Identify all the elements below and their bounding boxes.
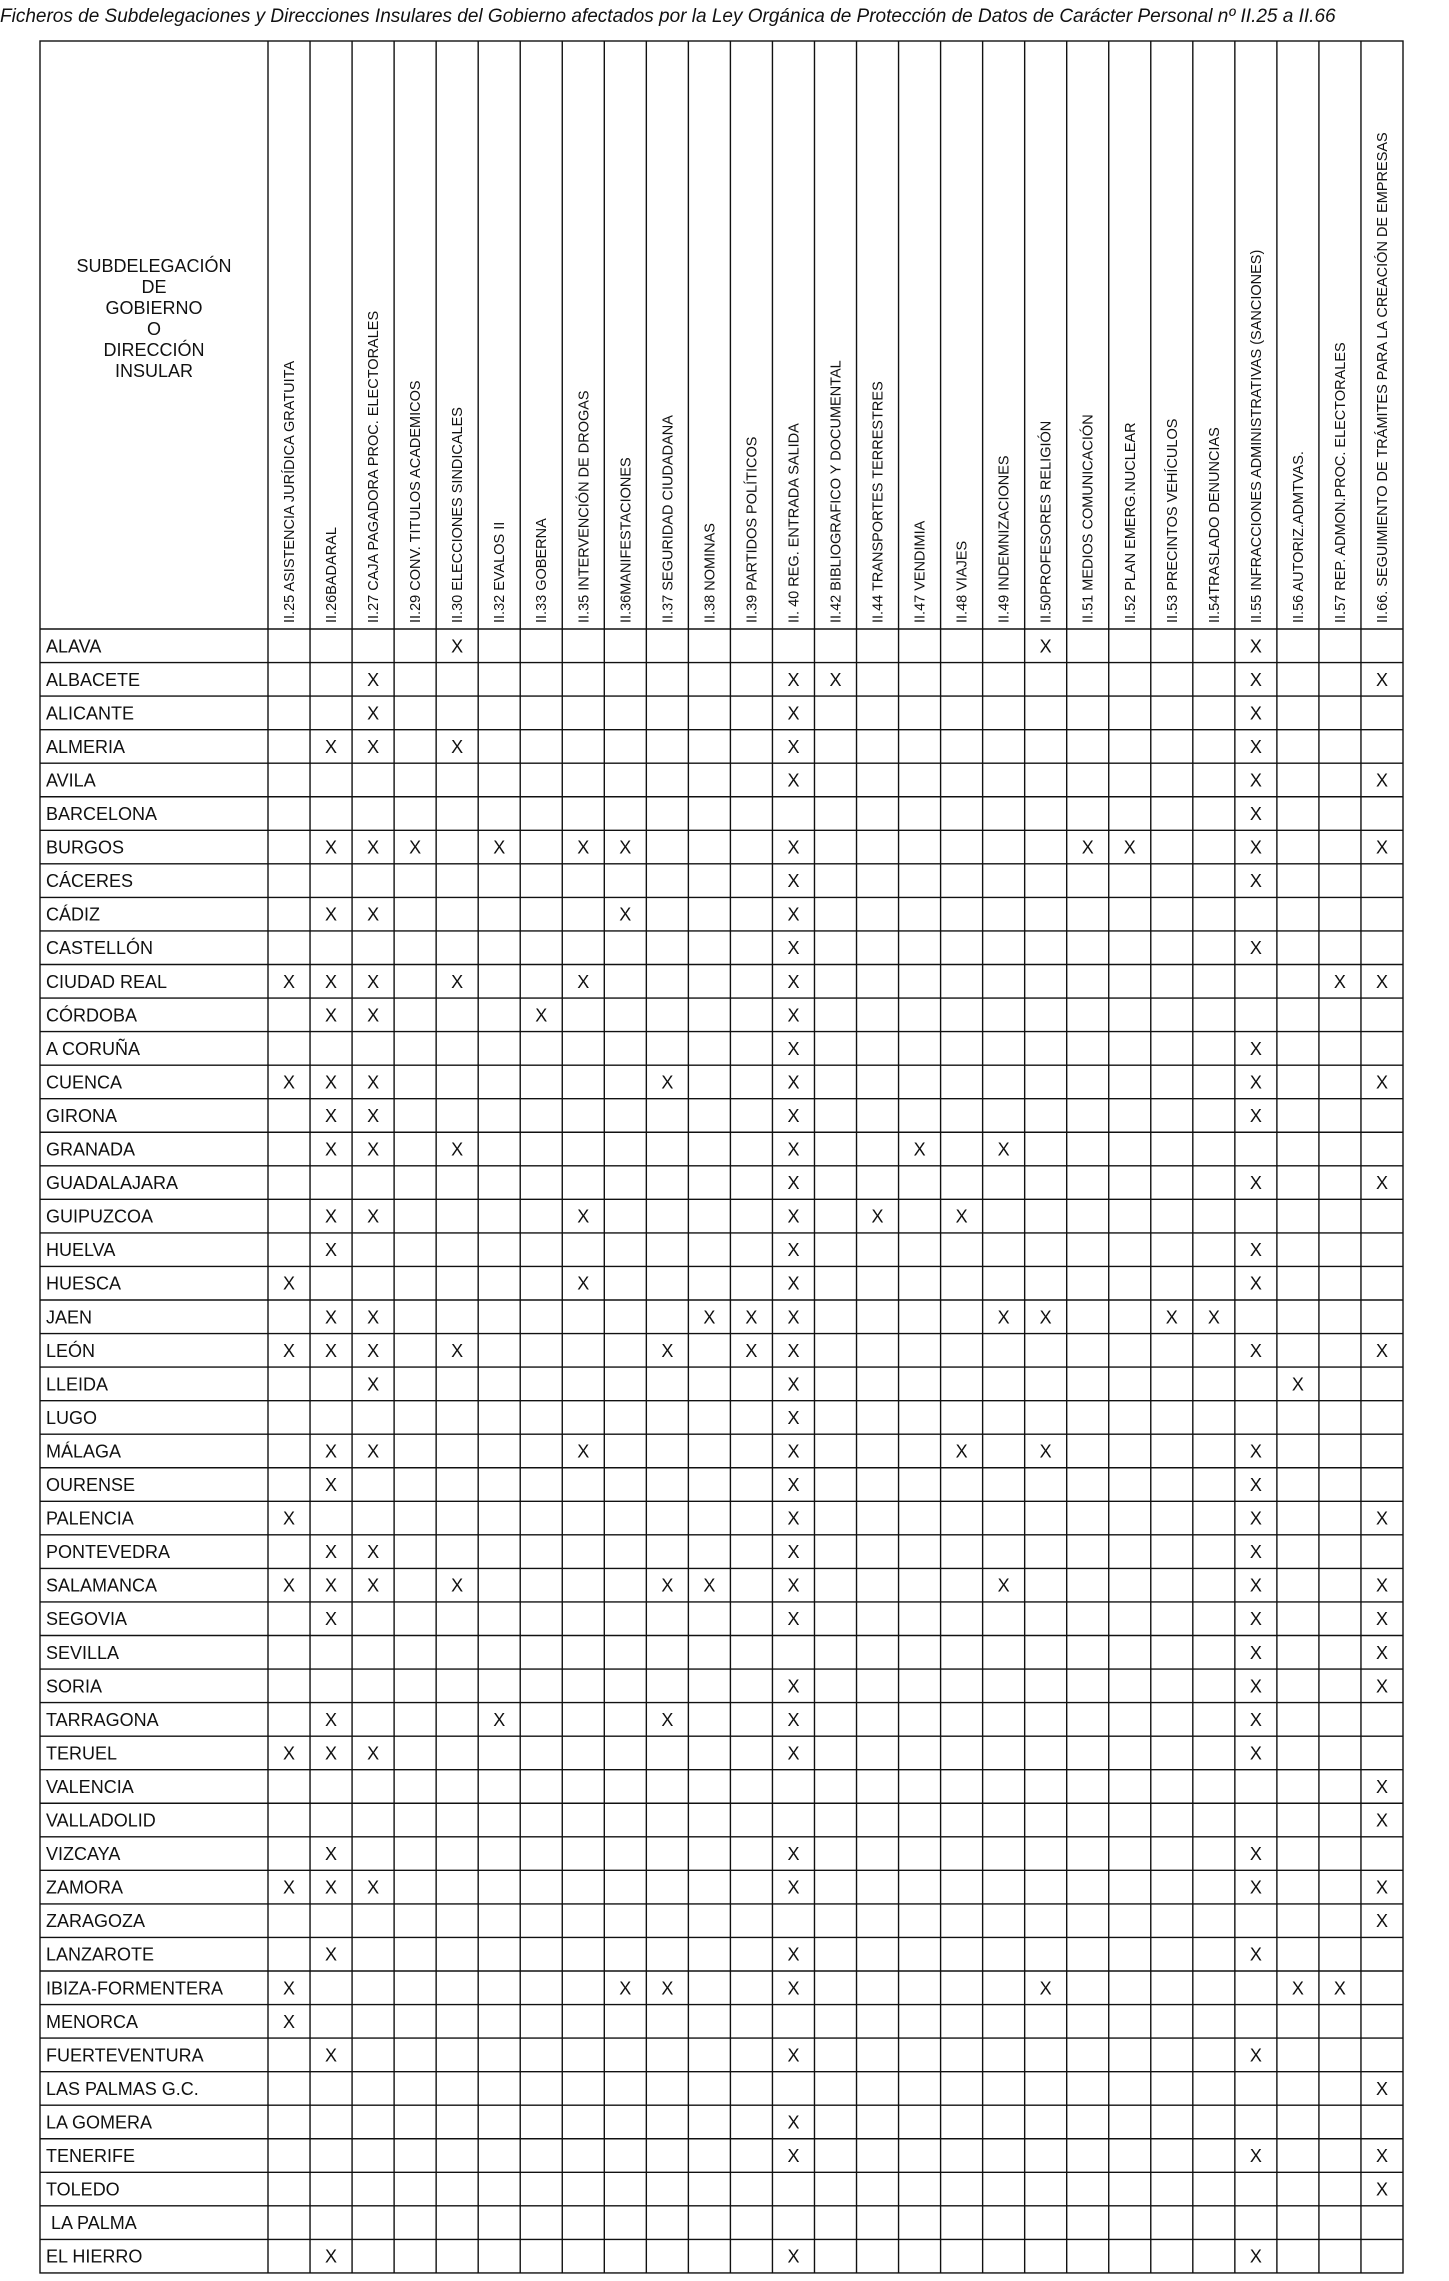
row-label: LLEIDA	[46, 1374, 109, 1395]
x-mark: X	[787, 1844, 800, 1865]
x-mark: X	[1249, 938, 1262, 959]
row-label: CÁDIZ	[46, 904, 100, 925]
x-mark: X	[325, 904, 338, 925]
x-mark: X	[1249, 1475, 1262, 1496]
x-mark: X	[577, 1206, 590, 1227]
x-mark: X	[1249, 736, 1262, 757]
row-label: TENERIFE	[46, 2146, 136, 2167]
x-mark: X	[661, 1709, 674, 1730]
column-header: II.37 SEGURIDAD CIUDADANA	[660, 415, 677, 623]
x-mark: X	[1375, 1072, 1388, 1093]
row-label: GIRONA	[46, 1105, 118, 1126]
row-label: ALICANTE	[46, 703, 135, 724]
x-mark: X	[619, 904, 632, 925]
row-label: CÁCERES	[46, 871, 134, 892]
x-mark: X	[367, 1441, 380, 1462]
column-header: II.55 INFRACCIONES ADMINISTRATIVAS (SANCIONES)	[1248, 249, 1265, 623]
row-label: PONTEVEDRA	[46, 1542, 171, 1563]
x-mark: X	[703, 1575, 716, 1596]
x-mark: X	[1375, 1173, 1388, 1194]
x-mark: X	[787, 904, 800, 925]
x-mark: X	[1375, 1776, 1388, 1797]
column-header: II.50PROFESORES RELIGIÓN	[1038, 420, 1055, 623]
x-mark: X	[1039, 1307, 1052, 1328]
x-mark: X	[325, 1340, 338, 1361]
x-mark: X	[787, 1676, 800, 1697]
x-mark: X	[787, 871, 800, 892]
x-mark: X	[1249, 1944, 1262, 1965]
x-mark: X	[955, 1441, 968, 1462]
x-mark: X	[1249, 1441, 1262, 1462]
x-mark: X	[1249, 2246, 1262, 2267]
corner-header-line: DIRECCIÓN	[103, 340, 205, 360]
x-mark: X	[1207, 1307, 1220, 1328]
x-mark: X	[325, 1609, 338, 1630]
x-mark: X	[493, 837, 506, 858]
column-header: II.39 PARTIDOS POLÍTICOS	[744, 436, 761, 623]
x-mark: X	[787, 1374, 800, 1395]
row-label: A CORUÑA	[46, 1038, 141, 1059]
x-mark: X	[703, 1307, 716, 1328]
row-label: LEÓN	[46, 1340, 96, 1361]
x-mark: X	[325, 736, 338, 757]
column-header: II.32 EVALOS II	[492, 521, 509, 623]
x-mark: X	[661, 1978, 674, 1999]
row-label: FUERTEVENTURA	[46, 2045, 204, 2066]
row-label: AVILA	[46, 770, 96, 791]
x-mark: X	[451, 1575, 464, 1596]
column-header: II.29 CONV. TITULOS ACADEMICOS	[408, 380, 425, 623]
x-mark: X	[787, 837, 800, 858]
x-mark: X	[577, 971, 590, 992]
x-mark: X	[787, 1105, 800, 1126]
x-mark: X	[787, 1609, 800, 1630]
row-label: GUIPUZCOA	[46, 1206, 154, 1227]
column-header: II.53 PRECINTOS VEHÍCULOS	[1164, 418, 1181, 623]
x-mark: X	[787, 1743, 800, 1764]
x-mark: X	[367, 669, 380, 690]
x-mark: X	[1375, 669, 1388, 690]
x-mark: X	[325, 837, 338, 858]
row-label: ALAVA	[46, 636, 102, 657]
column-header: II.25 ASISTENCIA JURÍDICA GRATUITA	[282, 360, 299, 623]
x-mark: X	[1249, 1642, 1262, 1663]
x-mark: X	[367, 1206, 380, 1227]
x-mark: X	[1249, 1575, 1262, 1596]
x-mark: X	[1249, 1273, 1262, 1294]
row-label: OURENSE	[46, 1475, 136, 1496]
x-mark: X	[325, 1877, 338, 1898]
x-mark: X	[1249, 703, 1262, 724]
x-mark: X	[745, 1340, 758, 1361]
x-mark: X	[367, 1542, 380, 1563]
x-mark: X	[1081, 837, 1094, 858]
row-label: TERUEL	[46, 1743, 118, 1764]
x-mark: X	[325, 1944, 338, 1965]
x-mark: X	[1249, 1508, 1262, 1529]
x-mark: X	[451, 971, 464, 992]
x-mark: X	[787, 1072, 800, 1093]
row-label: MÁLAGA	[46, 1441, 122, 1462]
x-mark: X	[787, 2045, 800, 2066]
row-label: VALLADOLID	[46, 1810, 156, 1831]
x-mark: X	[1291, 1978, 1304, 1999]
x-mark: X	[367, 1374, 380, 1395]
x-mark: X	[367, 1877, 380, 1898]
x-mark: X	[787, 1575, 800, 1596]
x-mark: X	[367, 837, 380, 858]
row-label: SEGOVIA	[46, 1609, 128, 1630]
column-header: II.66. SEGUIMIENTO DE TRÁMITES PARA LA CREACIÓN DE EMPRESAS	[1374, 132, 1391, 623]
row-label: GRANADA	[46, 1139, 136, 1160]
column-header: II.54TRASLADO DENUNCIAS	[1206, 427, 1223, 623]
row-label: TARRAGONA	[46, 1709, 159, 1730]
x-mark: X	[325, 1743, 338, 1764]
row-label: TOLEDO	[46, 2179, 120, 2200]
x-mark: X	[787, 1240, 800, 1261]
x-mark: X	[1249, 1173, 1262, 1194]
row-label: GUADALAJARA	[46, 1173, 179, 1194]
x-mark: X	[1375, 1609, 1388, 1630]
x-mark: X	[325, 971, 338, 992]
x-mark: X	[787, 1273, 800, 1294]
x-mark: X	[1249, 2045, 1262, 2066]
x-mark: X	[1249, 1743, 1262, 1764]
x-mark: X	[1375, 2078, 1388, 2099]
x-mark: X	[1375, 1877, 1388, 1898]
row-label: LA GOMERA	[46, 2112, 153, 2133]
x-mark: X	[367, 1072, 380, 1093]
x-mark: X	[745, 1307, 758, 1328]
x-mark: X	[1249, 1240, 1262, 1261]
column-header: II.51 MEDIOS COMUNICACIÓN	[1080, 414, 1097, 623]
x-mark: X	[787, 1441, 800, 1462]
x-mark: X	[661, 1575, 674, 1596]
x-mark: X	[787, 669, 800, 690]
x-mark: X	[1249, 1844, 1262, 1865]
x-mark: X	[577, 1273, 590, 1294]
x-mark: X	[1249, 1676, 1262, 1697]
x-mark: X	[577, 837, 590, 858]
x-mark: X	[1249, 804, 1262, 825]
column-header: II.48 VIAJES	[954, 540, 971, 623]
x-mark: X	[367, 904, 380, 925]
x-mark: X	[787, 770, 800, 791]
row-label: SEVILLA	[46, 1642, 120, 1663]
x-mark: X	[1249, 1542, 1262, 1563]
x-mark: X	[283, 1340, 296, 1361]
x-mark: X	[1375, 1340, 1388, 1361]
x-mark: X	[1333, 971, 1346, 992]
x-mark: X	[619, 1978, 632, 1999]
x-mark: X	[325, 1844, 338, 1865]
column-header: II.57 REP. ADMON.PROC. ELECTORALES	[1332, 342, 1349, 623]
x-mark: X	[997, 1307, 1010, 1328]
x-mark: X	[787, 1206, 800, 1227]
row-label: LAS PALMAS G.C.	[46, 2078, 199, 2099]
x-mark: X	[871, 1206, 884, 1227]
row-label: CÓRDOBA	[46, 1005, 138, 1026]
x-mark: X	[1039, 636, 1052, 657]
column-header: II.42 BIBLIOGRAFICO Y DOCUMENTAL	[828, 360, 845, 623]
column-header: II.27 CAJA PAGADORA PROC. ELECTORALES	[366, 310, 383, 623]
row-label: SALAMANCA	[46, 1575, 158, 1596]
column-header: II.49 INDEMNIZACIONES	[996, 455, 1013, 623]
row-label: SORIA	[46, 1676, 103, 1697]
row-label: CASTELLÓN	[46, 938, 154, 959]
x-mark: X	[787, 1475, 800, 1496]
x-mark: X	[787, 1944, 800, 1965]
x-mark: X	[451, 1340, 464, 1361]
x-mark: X	[367, 736, 380, 757]
corner-header-line: O	[146, 319, 162, 339]
x-mark: X	[997, 1139, 1010, 1160]
x-mark: X	[283, 1743, 296, 1764]
x-mark: X	[367, 971, 380, 992]
column-header: II.30 ELECCIONES SINDICALES	[450, 407, 467, 623]
x-mark: X	[325, 1709, 338, 1730]
row-label: PALENCIA	[46, 1508, 134, 1529]
x-mark: X	[787, 2146, 800, 2167]
corner-header-line: GOBIERNO	[105, 298, 203, 318]
row-label: VALENCIA	[46, 1776, 134, 1797]
x-mark: X	[1249, 1609, 1262, 1630]
x-mark: X	[325, 2045, 338, 2066]
x-mark: X	[367, 1139, 380, 1160]
x-mark: X	[1249, 2146, 1262, 2167]
row-label: ALMERIA	[46, 736, 126, 757]
x-mark: X	[1375, 770, 1388, 791]
x-mark: X	[325, 1542, 338, 1563]
x-mark: X	[1039, 1978, 1052, 1999]
corner-header-line: INSULAR	[114, 361, 194, 381]
x-mark: X	[1333, 1978, 1346, 1999]
row-label: HUELVA	[46, 1240, 116, 1261]
x-mark: X	[367, 1743, 380, 1764]
column-header: II.44 TRANSPORTES TERRESTRES	[870, 381, 887, 623]
x-mark: X	[1375, 1508, 1388, 1529]
x-mark: X	[451, 636, 464, 657]
x-mark: X	[787, 2246, 800, 2267]
x-mark: X	[619, 837, 632, 858]
x-mark: X	[1249, 1709, 1262, 1730]
row-label: BARCELONA	[46, 804, 158, 825]
x-mark: X	[787, 703, 800, 724]
x-mark: X	[283, 1877, 296, 1898]
row-label: MENORCA	[46, 2011, 139, 2032]
x-mark: X	[325, 1005, 338, 1026]
x-mark: X	[325, 1240, 338, 1261]
x-mark: X	[325, 2246, 338, 2267]
x-mark: X	[283, 1978, 296, 1999]
row-label: LUGO	[46, 1407, 98, 1428]
x-mark: X	[451, 1139, 464, 1160]
x-mark: X	[1375, 971, 1388, 992]
column-header: II. 40 REG. ENTRADA SALIDA	[786, 423, 803, 623]
column-header: II.52 PLAN EMERG.NUCLEAR	[1122, 422, 1139, 623]
x-mark: X	[787, 1038, 800, 1059]
x-mark: X	[787, 1307, 800, 1328]
x-mark: X	[1375, 837, 1388, 858]
x-mark: X	[283, 1072, 296, 1093]
x-mark: X	[1249, 669, 1262, 690]
column-header: II.38 NOMINAS	[702, 523, 719, 623]
x-mark: X	[283, 971, 296, 992]
row-label: CUENCA	[46, 1072, 123, 1093]
x-mark: X	[367, 703, 380, 724]
x-mark: X	[1375, 1575, 1388, 1596]
x-mark: X	[409, 837, 422, 858]
x-mark: X	[1249, 770, 1262, 791]
x-mark: X	[787, 1508, 800, 1529]
x-mark: X	[787, 1139, 800, 1160]
x-mark: X	[1249, 837, 1262, 858]
row-label: LANZAROTE	[46, 1944, 155, 1965]
x-mark: X	[1249, 1038, 1262, 1059]
x-mark: X	[325, 1105, 338, 1126]
x-mark: X	[1375, 2179, 1388, 2200]
row-label: IBIZA-FORMENTERA	[46, 1978, 224, 1999]
x-mark: X	[787, 1407, 800, 1428]
x-mark: X	[955, 1206, 968, 1227]
x-mark: X	[1291, 1374, 1304, 1395]
table-border	[40, 41, 1403, 2273]
x-mark: X	[1123, 837, 1136, 858]
x-mark: X	[535, 1005, 548, 1026]
x-mark: X	[325, 1441, 338, 1462]
x-mark: X	[787, 736, 800, 757]
x-mark: X	[1249, 1105, 1262, 1126]
x-mark: X	[367, 1307, 380, 1328]
x-mark: X	[787, 1005, 800, 1026]
x-mark: X	[1249, 871, 1262, 892]
x-mark: X	[913, 1139, 926, 1160]
x-mark: X	[1249, 1877, 1262, 1898]
x-mark: X	[1375, 1676, 1388, 1697]
x-mark: X	[1375, 1810, 1388, 1831]
x-mark: X	[283, 1508, 296, 1529]
x-mark: X	[997, 1575, 1010, 1596]
x-mark: X	[325, 1475, 338, 1496]
column-header: II.47 VENDIMIA	[912, 520, 929, 623]
x-mark: X	[451, 736, 464, 757]
row-label: BURGOS	[46, 837, 125, 858]
x-mark: X	[283, 1575, 296, 1596]
column-header: II.26BADARAL	[324, 527, 341, 623]
column-header: II.35 INTERVENCIÓN DE DROGAS	[576, 390, 593, 623]
x-mark: X	[787, 1173, 800, 1194]
row-label: CIUDAD REAL	[46, 971, 168, 992]
x-mark: X	[787, 1877, 800, 1898]
row-label: ZARAGOZA	[46, 1911, 146, 1932]
x-mark: X	[661, 1072, 674, 1093]
document-title: Ficheros de Subdelegaciones y Direcciones Insulares del Gobierno afectados por la Ley Orgánica de Protección de Datos de Carácter Personal nº II.25 a II.66	[0, 6, 1336, 27]
x-mark: X	[325, 1139, 338, 1160]
x-mark: X	[1249, 636, 1262, 657]
x-mark: X	[367, 1105, 380, 1126]
x-mark: X	[325, 1575, 338, 1596]
x-mark: X	[787, 2112, 800, 2133]
x-mark: X	[787, 1340, 800, 1361]
x-mark: X	[367, 1575, 380, 1596]
x-mark: X	[787, 1542, 800, 1563]
row-label: LA PALMA	[46, 2213, 137, 2234]
row-label: HUESCA	[46, 1273, 122, 1294]
x-mark: X	[829, 669, 842, 690]
column-header: II.36MANIFESTACIONES	[618, 457, 635, 623]
x-mark: X	[493, 1709, 506, 1730]
x-mark: X	[661, 1340, 674, 1361]
x-mark: X	[1165, 1307, 1178, 1328]
corner-header-line: SUBDELEGACIÓN	[76, 256, 232, 276]
x-mark: X	[1249, 1340, 1262, 1361]
row-label: EL HIERRO	[46, 2246, 143, 2267]
x-mark: X	[1039, 1441, 1052, 1462]
x-mark: X	[283, 1273, 296, 1294]
x-mark: X	[367, 1340, 380, 1361]
x-mark: X	[1375, 1642, 1388, 1663]
x-mark: X	[787, 1709, 800, 1730]
x-mark: X	[325, 1206, 338, 1227]
x-mark: X	[283, 2011, 296, 2032]
x-mark: X	[787, 1978, 800, 1999]
x-mark: X	[367, 1005, 380, 1026]
x-mark: X	[325, 1072, 338, 1093]
x-mark: X	[1375, 2146, 1388, 2167]
row-label: ZAMORA	[46, 1877, 124, 1898]
row-label: JAEN	[46, 1307, 93, 1328]
column-header: II.33 GOBERNA	[534, 518, 551, 623]
x-mark: X	[787, 971, 800, 992]
row-label: ALBACETE	[46, 669, 141, 690]
corner-header-line: DE	[141, 277, 167, 297]
x-mark: X	[1375, 1911, 1388, 1932]
column-header: II.56 AUTORIZ.ADMTVAS.	[1290, 451, 1307, 623]
row-label: VIZCAYA	[46, 1844, 121, 1865]
x-mark: X	[1249, 1072, 1262, 1093]
x-mark: X	[325, 1307, 338, 1328]
x-mark: X	[787, 938, 800, 959]
x-mark: X	[577, 1441, 590, 1462]
